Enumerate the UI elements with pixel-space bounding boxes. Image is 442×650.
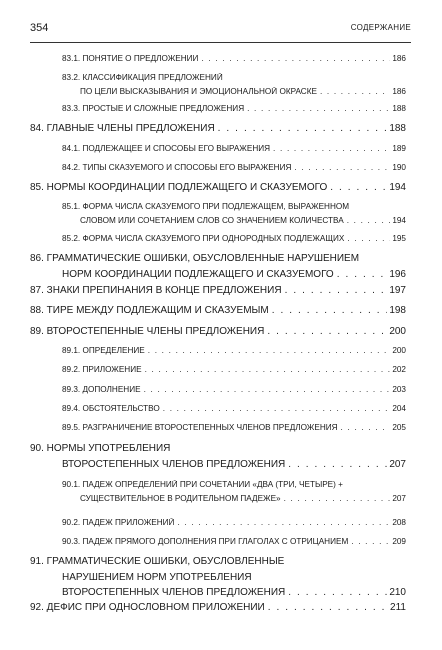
toc-page-number: 197 — [389, 285, 406, 296]
toc-page-number: 190 — [392, 163, 406, 172]
leader-dots — [177, 518, 390, 527]
leader-dots — [201, 54, 390, 63]
leader-dots — [247, 104, 390, 113]
toc-entry-title: 84. ГЛАВНЫЕ ЧЛЕНЫ ПРЕДЛОЖЕНИЯ — [30, 123, 215, 134]
leader-dots — [288, 587, 387, 598]
toc-entry-title: 90.3. ПАДЕЖ ПРЯМОГО ДОПОЛНЕНИЯ ПРИ ГЛАГОЛАХ С ОТРИЦАНИЕМ — [62, 537, 349, 546]
leader-dots — [145, 365, 391, 374]
toc-entry-title: 89.1. ОПРЕДЕЛЕНИЕ — [62, 346, 145, 355]
toc-page-number: 194 — [389, 182, 406, 193]
toc-page-number: 200 — [392, 346, 406, 355]
leader-dots — [294, 163, 390, 172]
leader-dots — [351, 537, 390, 546]
leader-dots — [268, 602, 388, 613]
toc-entry-title: 86. ГРАММАТИЧЕСКИЕ ОШИБКИ, ОБУСЛОВЛЕННЫЕ НАРУШЕНИЕМ — [30, 253, 360, 264]
toc-entry-title: 88. ТИРЕ МЕЖДУ ПОДЛЕЖАЩИМ И СКАЗУЕМЫМ — [30, 305, 269, 316]
toc-page-number: 205 — [392, 423, 406, 432]
toc-entry-title: 90.1. ПАДЕЖ ОПРЕДЕЛЕНИЙ ПРИ СОЧЕТАНИИ «ДВА (ТРИ, ЧЕТЫРЕ) + — [62, 480, 343, 489]
leader-dots — [320, 87, 390, 96]
leader-dots — [284, 494, 391, 503]
leader-dots — [144, 385, 391, 394]
toc-entry-title: 90. НОРМЫ УПОТРЕБЛЕНИЯ — [30, 443, 171, 454]
toc-entry-title: 83.2. КЛАССИФИКАЦИЯ ПРЕДЛОЖЕНИЙ — [62, 73, 223, 82]
toc-page-number: 186 — [392, 54, 406, 63]
leader-dots — [163, 404, 391, 413]
leader-dots — [218, 123, 388, 134]
toc-entry-title: ВТОРОСТЕПЕННЫХ ЧЛЕНОВ ПРЕДЛОЖЕНИЯ — [62, 587, 286, 598]
toc-page-number: 209 — [392, 537, 406, 546]
leader-dots — [330, 182, 387, 193]
toc-entry-title: 87. ЗНАКИ ПРЕПИНАНИЯ В КОНЦЕ ПРЕДЛОЖЕНИЯ — [30, 285, 282, 296]
toc-entry-title: 84.2. ТИПЫ СКАЗУЕМОГО И СПОСОБЫ ЕГО ВЫРАЖЕНИЯ — [62, 163, 292, 172]
page-number: 354 — [30, 22, 49, 34]
toc-entry-title: 89.5. РАЗГРАНИЧЕНИЕ ВТОРОСТЕПЕННЫХ ЧЛЕНОВ ПРЕДЛОЖЕНИЯ — [62, 423, 338, 432]
leader-dots — [337, 269, 388, 280]
toc-page-number: 194 — [392, 216, 406, 226]
toc-entry-title: ПО ЦЕЛИ ВЫСКАЗЫВАНИЯ И ЭМОЦИОНАЛЬНОЙ ОКРАСКЕ — [80, 87, 317, 97]
toc-entry-title: 85. НОРМЫ КООРДИНАЦИИ ПОДЛЕЖАЩЕГО И СКАЗУЕМОГО — [30, 182, 328, 193]
leader-dots — [285, 285, 388, 296]
leader-dots — [347, 216, 391, 225]
leader-dots — [272, 305, 388, 316]
toc-entry-title: 84.1. ПОДЛЕЖАЩЕЕ И СПОСОБЫ ЕГО ВЫРАЖЕНИЯ — [62, 144, 271, 153]
toc-entry-title: 83.3. ПРОСТЫЕ И СЛОЖНЫЕ ПРЕДЛОЖЕНИЯ — [62, 104, 245, 113]
toc-entry-title: ВТОРОСТЕПЕННЫХ ЧЛЕНОВ ПРЕДЛОЖЕНИЯ — [62, 458, 286, 470]
toc-page-number: 210 — [389, 587, 406, 598]
toc-entry-title: СУЩЕСТВИТЕЛЬНОЕ В РОДИТЕЛЬНОМ ПАДЕЖЕ» — [80, 494, 281, 504]
toc-page-number: 200 — [389, 326, 406, 337]
toc-entry-title: 85.2. ФОРМА ЧИСЛА СКАЗУЕМОГО ПРИ ОДНОРОДНЫХ ПОДЛЕЖАЩИХ — [62, 234, 345, 243]
toc-entry-title: 89.4. ОБСТОЯТЕЛЬСТВО — [62, 404, 160, 413]
toc-page-number: 188 — [392, 104, 406, 113]
leader-dots — [288, 459, 387, 470]
toc-page-number: 186 — [392, 87, 406, 97]
toc-page-number: 204 — [392, 404, 406, 413]
leader-dots — [148, 346, 391, 355]
leader-dots — [267, 326, 387, 337]
toc-entry-title: НОРМ КООРДИНАЦИИ ПОДЛЕЖАЩЕГО И СКАЗУЕМОГО — [62, 268, 334, 280]
toc-page-number: 211 — [390, 602, 406, 613]
toc-entry-title: 89.3. ДОПОЛНЕНИЕ — [62, 385, 141, 394]
toc-entry-title: 91. ГРАММАТИЧЕСКИЕ ОШИБКИ, ОБУСЛОВЛЕННЫЕ — [30, 556, 285, 567]
leader-dots — [341, 423, 391, 432]
toc-entry-title: 83.1. ПОНЯТИЕ О ПРЕДЛОЖЕНИИ — [62, 54, 199, 63]
toc-page-number: 208 — [392, 518, 406, 527]
page-header — [30, 22, 411, 44]
toc-page-number: 203 — [392, 385, 406, 394]
toc-entry-title: 89. ВТОРОСТЕПЕННЫЕ ЧЛЕНЫ ПРЕДЛОЖЕНИЯ — [30, 326, 265, 337]
toc-page-number: 198 — [389, 305, 406, 316]
toc-entry-title: 92. ДЕФИС ПРИ ОДНОСЛОВНОМ ПРИЛОЖЕНИИ — [30, 602, 265, 613]
toc-page-number: 196 — [389, 268, 406, 280]
running-title: СОДЕРЖАНИЕ — [350, 23, 411, 32]
toc-page-number: 189 — [392, 144, 406, 153]
toc-entry-title: НАРУШЕНИЕМ НОРМ УПОТРЕБЛЕНИЯ — [62, 571, 252, 583]
toc-entry-title: СЛОВОМ ИЛИ СОЧЕТАНИЕМ СЛОВ СО ЗНАЧЕНИЕМ КОЛИЧЕСТВА — [80, 216, 344, 226]
toc-page-number: 195 — [392, 234, 406, 243]
toc-entry-title: 89.2. ПРИЛОЖЕНИЕ — [62, 365, 142, 374]
leader-dots — [347, 234, 390, 243]
toc-entry-title: 90.2. ПАДЕЖ ПРИЛОЖЕНИЙ — [62, 518, 175, 527]
leader-dots — [273, 144, 390, 153]
toc-page-number: 207 — [392, 494, 406, 504]
header-rule — [30, 42, 411, 43]
toc-page-number: 202 — [392, 365, 406, 374]
toc-page-number: 207 — [389, 458, 406, 470]
toc-entry-title: 85.1. ФОРМА ЧИСЛА СКАЗУЕМОГО ПРИ ПОДЛЕЖАЩЕМ, ВЫРАЖЕННОМ — [62, 202, 350, 211]
toc-page-number: 188 — [389, 123, 406, 134]
